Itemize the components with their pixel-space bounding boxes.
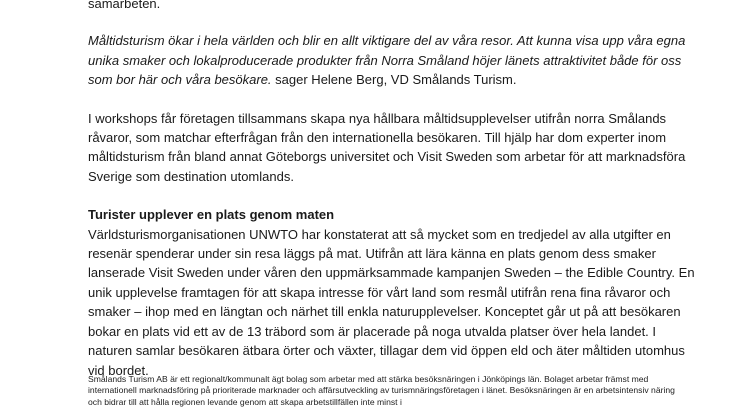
section-heading: Turister upplever en plats genom maten [88,207,335,223]
quote-text: Måltidsturism ökar i hela världen och blir en allt viktigare del av våra resor. Att kunna visa upp våra egna unika smaker och lokalproducerade produkter från Norra Småland höjer länets attraktivitet både för oss som bor här och våra besökare. [88,33,686,88]
section-body: Världsturismorganisationen UNWTO har konstaterat att så mycket som en tredjedel av alla utgifter en resenär spenderar under sin resa läggs på mat. Utifrån att lära känna en plats genom dess smaker lanserade Visit Sweden under våren den uppmärksammade kampanjen Sweden – the Edible Country. En unik upplevelse framtagen för att skapa intresse för vårt land som resmål utifrån rena fina råvaror och smaker – ihop med en längtan och närhet till enkla naturupplevelser. Konceptet går ut på att besökaren bokar en plats vid ett av de 13 träbord som är placerade på noga utvalda platser över hela landet. I naturen samlar besökaren ätbara örter och växter, tillagar dem vid öppen eld och äter måltiden utomhus vid bordet. [88,226,695,378]
workshop-paragraph: I workshops får företagen tillsammans skapa nya hållbara måltidsupplevelser utifrån norra Smålands råvaror, som matchar efterfrågan från den internationella besökaren. Till hjälp har dom experter inom måltidsturism från bland annat Göteborgs universitet och Visit Sweden som arbetar för att marknadsföra Sverige som destination utomlands. [88,110,686,184]
document-page [88,0,698,380]
footer-text: Smålands Turism AB är ett regionalt/kommunalt ägt bolag som arbetar med att stärka besöksnäringen i Jönköpings län. Bolaget arbetar främst med internationell marknadsföring på prioriterade marknader och affärsutveckling av turismnäringsföretagen i länet. Besöksnäringen är en arbetsintensiv näring och bidrar till att hålla regionen levande genom att skapa arbetstillfällen inte minst i [88,374,675,407]
quote-attribution: sager Helene Berg, VD Smålands Turism. [275,72,517,88]
intro-tail-text: samarbeten. [88,0,161,11]
quote-paragraph [88,31,698,89]
